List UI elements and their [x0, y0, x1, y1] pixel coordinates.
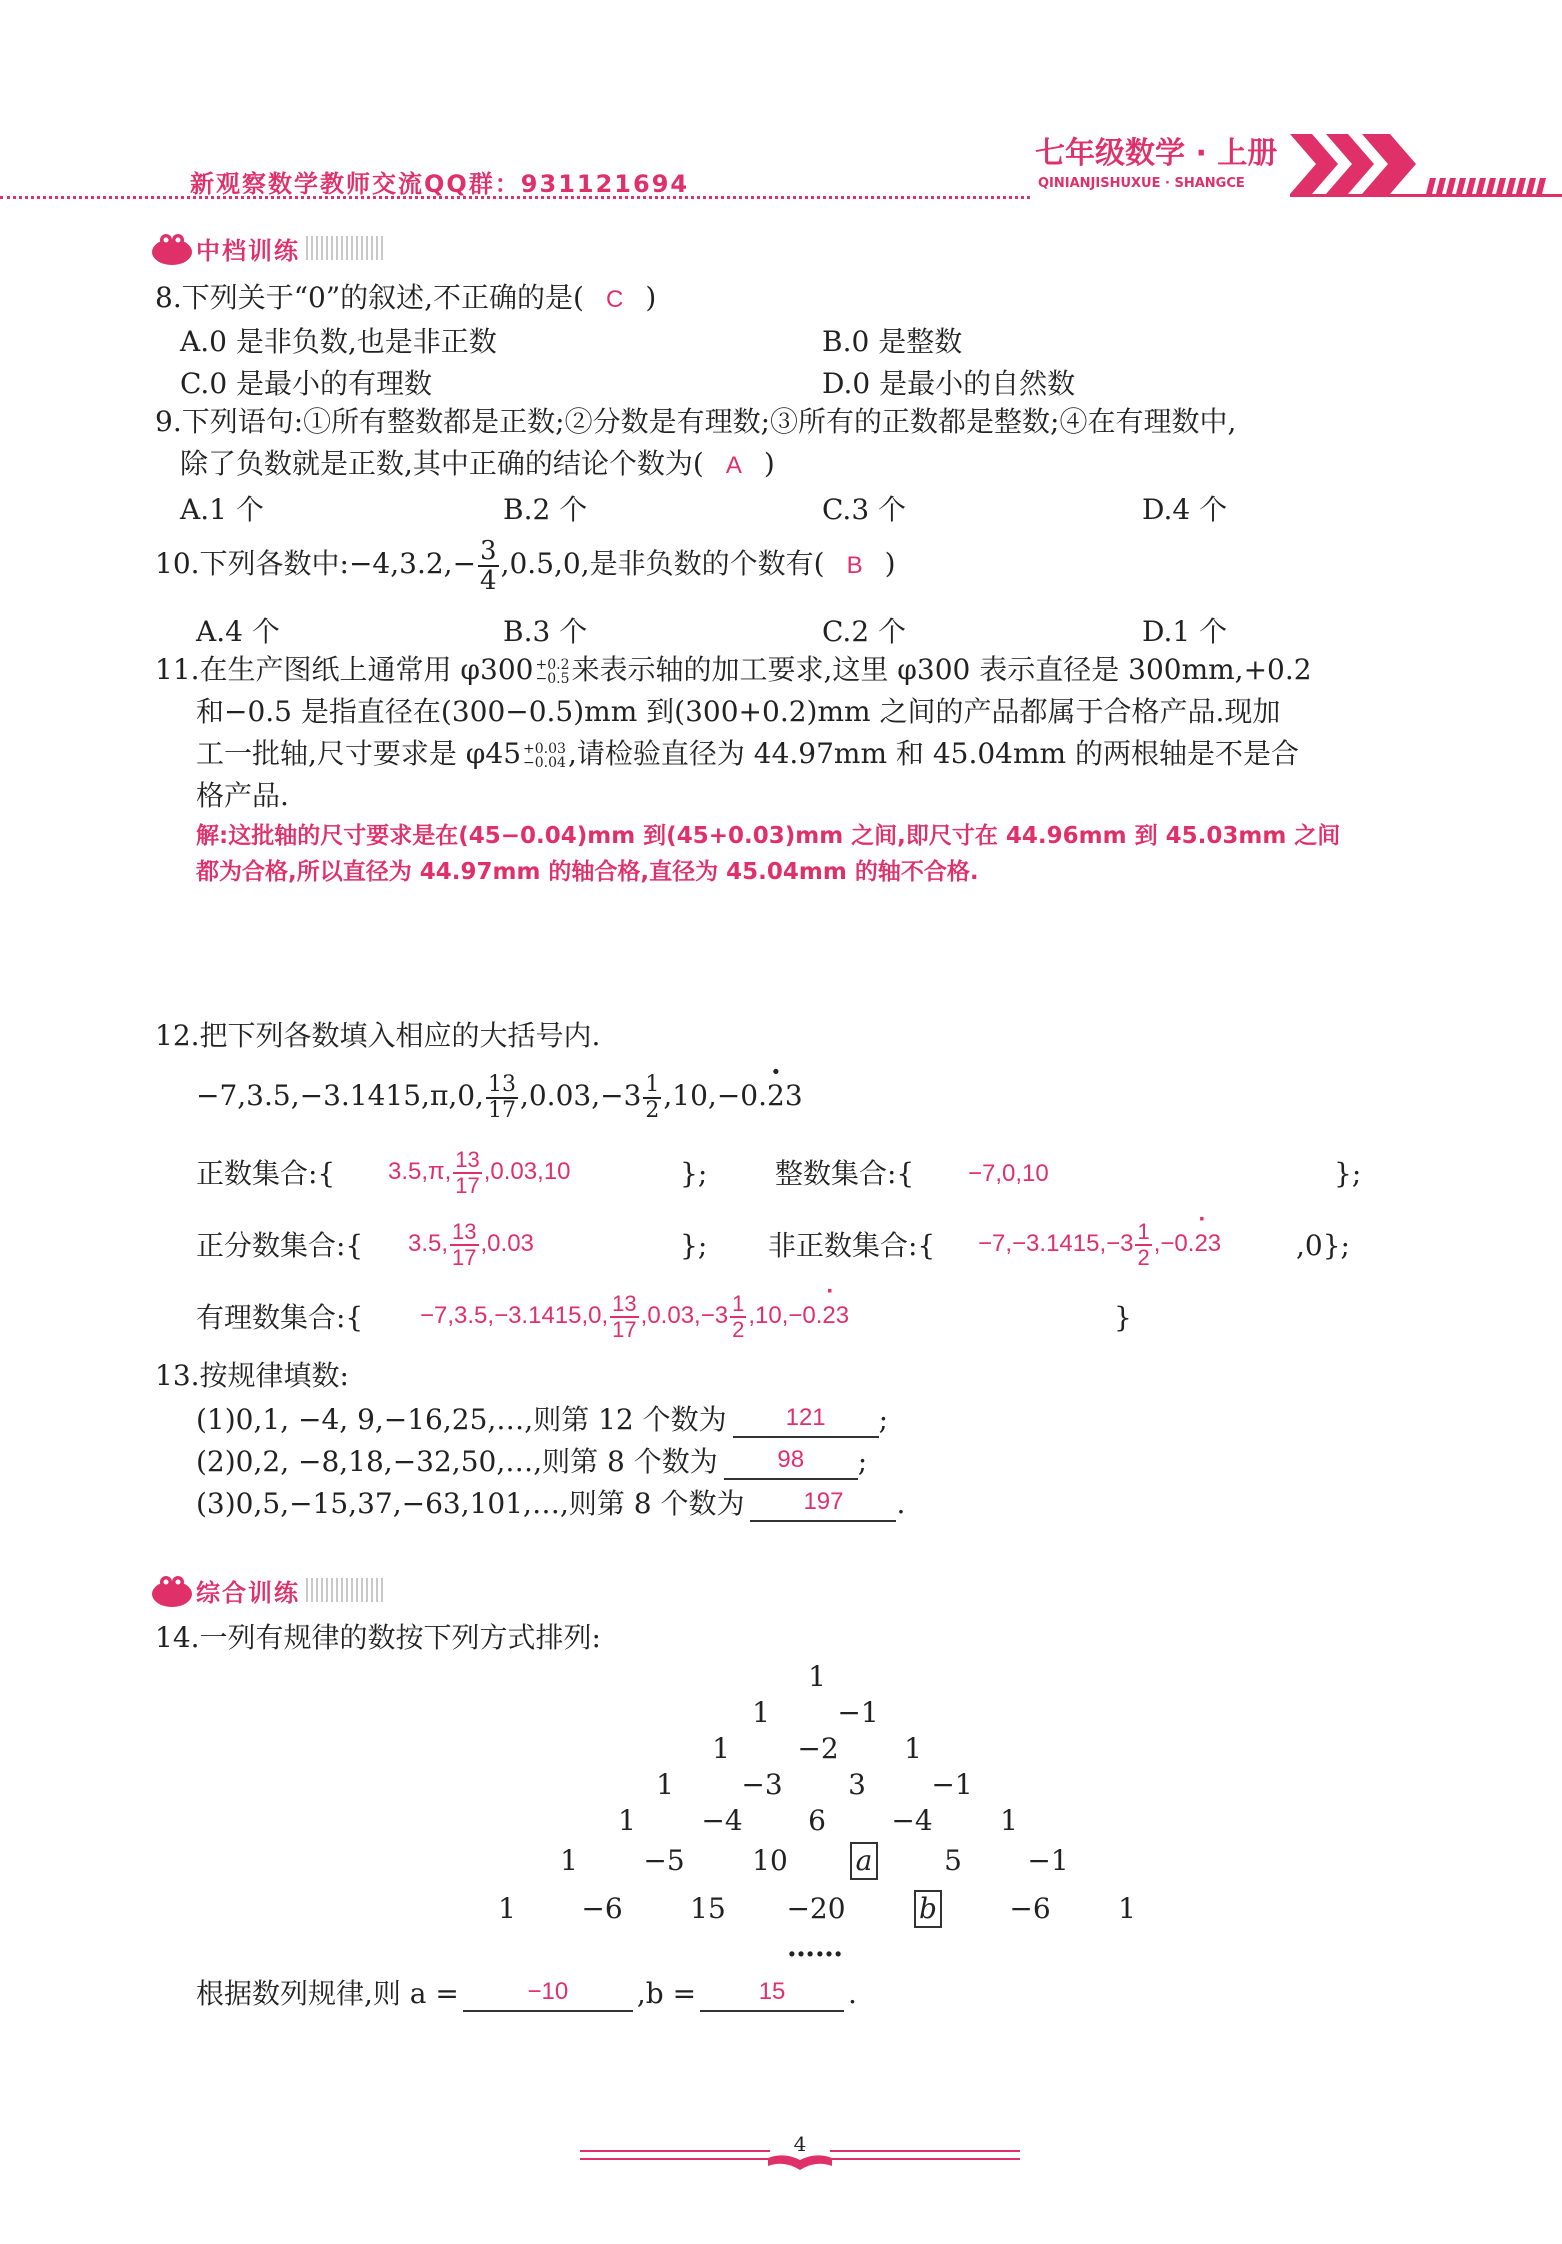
header-group-text: 新观察数学教师交流QQ群：931121694 [190, 170, 690, 198]
fraction-1-2: $\frac{1}{2}$ [1137, 1218, 1150, 1270]
integer-set-label: 整数集合:{ [775, 1157, 915, 1190]
integer-set-close: }; [1334, 1157, 1362, 1190]
tri-cell: 1 [808, 1660, 826, 1693]
owl-mascot-icon [150, 230, 196, 266]
tri-cell: −6 [1009, 1892, 1051, 1925]
tri-cell: 1 [560, 1844, 578, 1877]
tri-cell: 6 [808, 1804, 826, 1837]
fraction-13-17: $\frac{13}{17}$ [455, 1146, 480, 1198]
fraction-1-2: $\frac{1}{2}$ [645, 1071, 660, 1123]
question-9-line2: 除了负数就是正数,其中正确的结论个数为( A ) [180, 447, 775, 480]
positive-set-label: 正数集合:{ [196, 1157, 336, 1190]
question-11-line2: 和−0.5 是指直径在(300−0.5)mm 到(300+0.2)mm 之间的产品都属于合格产品.现加 [196, 695, 1281, 728]
tri-cell: −6 [581, 1892, 623, 1925]
header-chevrons-icon [1290, 130, 1562, 200]
q9-option-d: D.4 个 [1142, 493, 1228, 526]
rational-set-label: 有理数集合:{ [196, 1301, 364, 1334]
header-book-title: 七年级数学 · 上册 [1035, 136, 1278, 171]
question-12-numbers: −7,3.5,−3.1415,π,0, $\frac{13}{17}$ ,0.03,−3 $\frac{1}{2}$ ,10,−0.· 23 [196, 1068, 803, 1124]
tri-cell: −2 [797, 1732, 839, 1765]
fraction-13-17: $\frac{13}{17}$ [612, 1290, 637, 1342]
repeating-decimal: · 23 [822, 1288, 849, 1344]
tri-cell: 1 [498, 1892, 516, 1925]
q11-solution-line1: 解:这批轴的尺寸要求是在(45−0.04)mm 到(45+0.03)mm 之间,即尺寸在 44.96mm 到 45.03mm 之间 [196, 823, 1341, 849]
tri-cell: 1 [752, 1696, 770, 1729]
footer-rule-right-2 [830, 2158, 1020, 2160]
q8-option-c: C.0 是最小的有理数 [180, 367, 433, 400]
q10-option-b: B.3 个 [503, 615, 588, 648]
q13-item-2: (2)0,2, −8,18,−32,50,…,则第 8 个数为 98 ; [196, 1442, 867, 1480]
rational-set-answer: −7,3.5,−3.1415,0, $\frac{13}{17}$ ,0.03,−3 $\frac{1}{2}$ ,10,−0.· 23 [420, 1288, 849, 1344]
q13-item-1: (1)0,1, −4, 9,−16,25,…,则第 12 个数为 121 ; [196, 1400, 888, 1438]
tri-cell: −5 [643, 1844, 685, 1877]
section-hatch-decoration [306, 236, 386, 260]
q9-option-a: A.1 个 [180, 493, 264, 526]
nonpositive-set-close: ,0}; [1296, 1229, 1350, 1262]
question-12-stem: 12.把下列各数填入相应的大括号内. [155, 1019, 601, 1052]
fraction-13-17: $\frac{13}{17}$ [487, 1071, 516, 1123]
q13-answer-3: 197 [750, 1484, 896, 1522]
positive-fraction-set-label: 正分数集合:{ [196, 1229, 364, 1262]
nonpositive-set-answer: −7,−3.1415,−3 $\frac{1}{2}$ ,−0.· 23 [978, 1216, 1221, 1272]
question-9-line1: 9.下列语句:①所有整数都是正数;②分数是有理数;③所有的正数都是整数;④在有理数中, [155, 405, 1237, 438]
tri-cell: 1 [1118, 1892, 1136, 1925]
footer-rule-right [830, 2150, 1020, 2152]
tri-cell: 15 [690, 1892, 726, 1925]
q8-option-d: D.0 是最小的自然数 [822, 367, 1076, 400]
section-hatch-decoration [306, 1578, 386, 1602]
tri-cell: −20 [786, 1892, 846, 1925]
q14-answer-line: 根据数列规律,则 a = −10 ,b = 15 . [196, 1974, 857, 2012]
repeating-decimal: · 23 [767, 1068, 803, 1124]
tri-cell: −3 [741, 1768, 783, 1801]
tolerance-45: +0.03 −0.04 [523, 740, 566, 771]
unknown-b-box: b [914, 1890, 942, 1928]
footer-rule-left [580, 2150, 770, 2152]
q13-answer-2: 98 [724, 1442, 858, 1480]
section-comprehensive-training [150, 1572, 386, 1608]
fraction-1-2: $\frac{1}{2}$ [732, 1290, 745, 1342]
tri-cell: −4 [701, 1804, 743, 1837]
q9-option-c: C.3 个 [822, 493, 907, 526]
section-title: 综合训练 [196, 1578, 300, 1607]
question-14-stem: 14.一列有规律的数按下列方式排列: [155, 1621, 601, 1654]
tri-cell: 1 [656, 1768, 674, 1801]
question-11-line3: 工一批轴,尺寸要求是 φ45 +0.03 −0.04 ,请检验直径为 44.97mm 和 45.04mm 的两根轴是不是合 [196, 737, 1299, 771]
q10-option-c: C.2 个 [822, 615, 907, 648]
integer-set-answer: −7,0,10 [968, 1160, 1049, 1187]
fraction-13-17: $\frac{13}{17}$ [452, 1218, 477, 1270]
rational-set-close: } [1114, 1301, 1132, 1334]
q8-option-b: B.0 是整数 [822, 325, 963, 358]
answer-q8: C [605, 286, 624, 313]
section-mid-training [150, 230, 386, 266]
answer-q10: B [846, 552, 863, 579]
q13-answer-1: 121 [733, 1400, 879, 1438]
tri-cell: 1 [712, 1732, 730, 1765]
positive-set-answer: 3.5,π, $\frac{13}{17}$ ,0.03,10 [388, 1146, 571, 1198]
tri-cell: 3 [848, 1768, 866, 1801]
header-dotted-rule [0, 196, 1030, 199]
question-11-line1: 11.在生产图纸上通常用 φ300 +0.2 −0.5 来表示轴的加工要求,这里 φ300 表示直径是 300mm,+0.2 [155, 653, 1312, 687]
q10-option-d: D.1 个 [1142, 615, 1228, 648]
tri-cell: 1 [1000, 1804, 1018, 1837]
question-10-stem: 10.下列各数中:−4,3.2,− $\frac{3}{4}$ ,0.5,0,是非负数的个数有( B ) [155, 535, 896, 596]
tri-cell: −1 [837, 1696, 879, 1729]
fraction-three-quarters: $\frac{3}{4}$ [480, 535, 497, 596]
q14-answer-a: −10 [463, 1974, 633, 2012]
q14-answer-b: 15 [700, 1974, 844, 2012]
q13-item-3: (3)0,5,−15,37,−63,101,…,则第 8 个数为 197 . [196, 1484, 905, 1522]
tri-cell: 1 [618, 1804, 636, 1837]
tri-cell: 10 [752, 1844, 788, 1877]
section-title: 中档训练 [196, 236, 300, 265]
page-number: 4 [793, 2132, 807, 2156]
q11-solution-line2: 都为合格,所以直径为 44.97mm 的轴合格,直径为 45.04mm 的轴不合格. [196, 859, 979, 885]
positive-fraction-set-answer: 3.5, $\frac{13}{17}$ ,0.03 [408, 1218, 534, 1270]
page-footer [580, 2132, 1020, 2192]
tri-cell: −1 [1027, 1844, 1069, 1877]
q8-option-a: A.0 是非负数,也是非正数 [180, 325, 497, 358]
owl-mascot-icon [150, 1572, 196, 1608]
question-11-line4: 格产品. [196, 779, 289, 812]
positive-set-close: }; [680, 1157, 708, 1190]
tri-cell: −4 [891, 1804, 933, 1837]
tri-cell: 5 [944, 1844, 962, 1877]
footer-rule-left-2 [580, 2158, 770, 2160]
tri-cell: −1 [931, 1768, 973, 1801]
repeating-decimal: · 23 [1194, 1216, 1221, 1272]
nonpositive-set-label: 非正数集合:{ [768, 1229, 936, 1262]
question-13-stem: 13.按规律填数: [155, 1359, 349, 1392]
question-8-stem: 8.下列关于“0”的叙述,不正确的是( C ) [155, 281, 657, 314]
q10-option-a: A.4 个 [196, 615, 280, 648]
tolerance-300: +0.2 −0.5 [535, 656, 570, 687]
page-header [0, 120, 1562, 200]
header-book-pinyin: QINIANJISHUXUE · SHANGCE [1038, 176, 1245, 191]
unknown-a-box: a [850, 1842, 878, 1880]
answer-q9: A [725, 452, 742, 479]
tri-ellipsis: …… [787, 1930, 843, 1963]
positive-fraction-set-close: }; [680, 1229, 708, 1262]
q9-option-b: B.2 个 [503, 493, 588, 526]
tri-cell: 1 [904, 1732, 922, 1765]
